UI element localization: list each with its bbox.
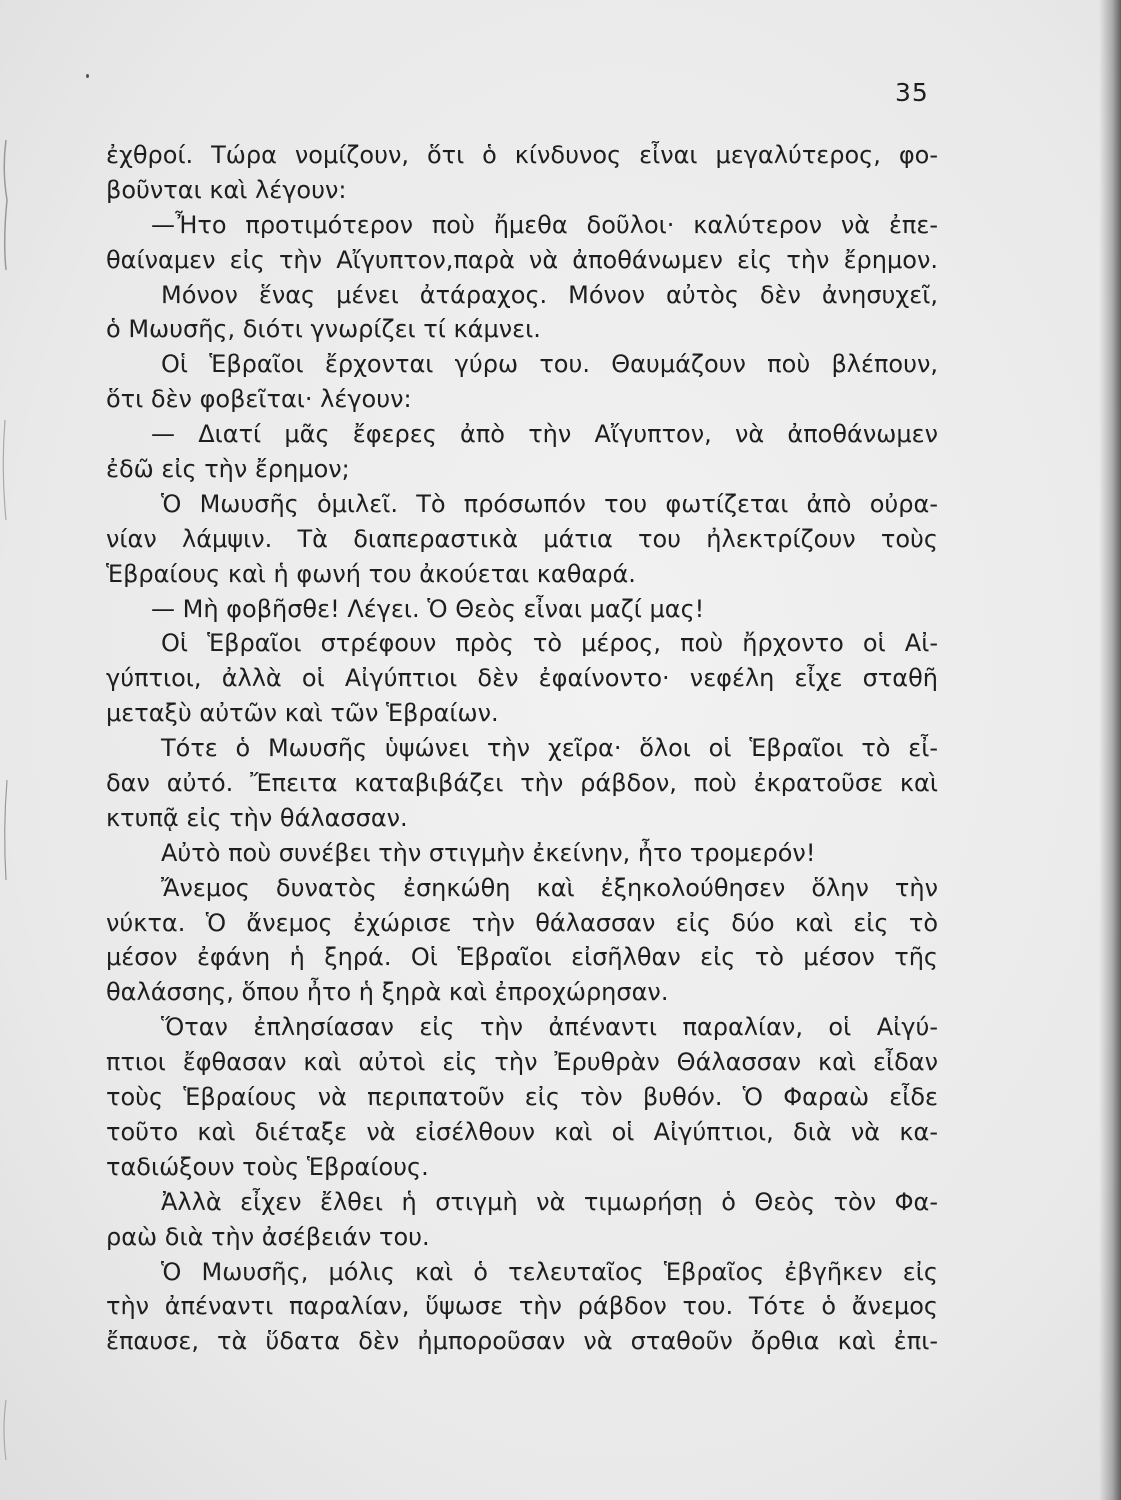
text-line: τοῦτο καὶ διέταξε νὰ εἰσέλθουν καὶ οἱ Αἰγύπτιοι, διὰ νὰ κα- [106, 1117, 938, 1146]
text-line: — Διατί μᾶς ἔφερες ἀπὸ τὴν Αἴγυπτον, νὰ ἀποθάνωμεν [151, 420, 938, 449]
text-line: Ὁ Μωυσῆς, μόλις καὶ ὁ τελευταῖος Ἑβραῖος ἐβγῆκεν εἰς [161, 1257, 938, 1286]
text-line: Οἱ Ἑβραῖοι στρέφουν πρὸς τὸ μέρος, ποὺ ἤρχοντο οἱ Αἰ- [161, 629, 938, 658]
text-line: κτυπᾷ εἰς τὴν θάλασσαν. [106, 803, 408, 832]
text-line: γύπτιοι, ἀλλὰ οἱ Αἰγύπτιοι δὲν ἐφαίνοντο· νεφέλη εἶχε σταθῆ [106, 664, 938, 693]
text-line: δαν αὐτό. Ἔπειτα καταβιβάζει τὴν ράβδον, ποὺ ἐκρατοῦσε καὶ [106, 769, 938, 798]
text-line: τὴν ἀπέναντι παραλίαν, ὕψωσε τὴν ράβδον του. Τότε ὁ ἄνεμος [106, 1292, 938, 1321]
text-line: νίαν λάμψιν. Τὰ διαπεραστικὰ μάτια του ἠλεκτρίζουν τοὺς [106, 524, 938, 553]
left-margin-scan-marks [0, 0, 14, 1500]
text-line: —Ἦτο προτιμότερον ποὺ ἤμεθα δοῦλοι· καλύτερον νὰ ἐπε- [151, 210, 938, 239]
scan-speck [86, 74, 89, 78]
body-text [106, 138, 938, 1359]
text-line: μέσον ἐφάνη ἡ ξηρά. Οἱ Ἑβραῖοι εἰσῆλθαν εἰς τὸ μέσον τῆς [106, 943, 938, 972]
text-line: θαλάσσης, ὅπου ἦτο ἡ ξηρὰ καὶ ἐπροχώρησαν. [106, 978, 669, 1007]
text-line: Ὅταν ἐπλησίασαν εἰς τὴν ἀπέναντι παραλίαν, οἱ Αἰγύ- [161, 1013, 938, 1042]
binding-shadow [1099, 0, 1121, 1500]
text-line: ἐχθροί. Τώρα νομίζουν, ὅτι ὁ κίνδυνος εἶναι μεγαλύτερος, φο- [106, 141, 938, 169]
text-line: πτιοι ἔφθασαν καὶ αὐτοὶ εἰς τὴν Ἐρυθρὰν Θάλασσαν καὶ εἶδαν [106, 1048, 938, 1077]
text-line: Μόνον ἕνας μένει ἀτάραχος. Μόνον αὐτὸς δὲν ἀνησυχεῖ, [161, 280, 938, 309]
text-line: Ἀλλὰ εἶχεν ἔλθει ἡ στιγμὴ νὰ τιμωρήσῃ ὁ Θεὸς τὸν Φα- [161, 1187, 938, 1216]
text-line: μεταξὺ αὐτῶν καὶ τῶν Ἑβραίων. [106, 699, 499, 728]
text-line: νύκτα. Ὁ ἄνεμος ἐχώρισε τὴν θάλασσαν εἰς δύο καὶ εἰς τὸ [106, 908, 938, 937]
text-line: ταδιώξουν τοὺς Ἑβραίους. [106, 1152, 429, 1181]
text-line: Τότε ὁ Μωυσῆς ὑψώνει τὴν χεῖρα· ὅλοι οἱ Ἑβραῖοι τὸ εἶ- [161, 734, 938, 763]
text-line: Ἑβραίους καὶ ἡ φωνή του ἀκούεται καθαρά. [106, 559, 636, 588]
text-line: τοὺς Ἑβραίους νὰ περιπατοῦν εἰς τὸν βυθόν. Ὁ Φαραὼ εἶδε [106, 1083, 938, 1112]
text-line: Αὐτὸ ποὺ συνέβει τὴν στιγμὴν ἐκείνην, ἦτο τρομερόν! [161, 838, 816, 867]
text-line: Ὁ Μωυσῆς ὁμιλεῖ. Τὸ πρόσωπόν του φωτίζεται ἀπὸ οὐρα- [161, 489, 938, 518]
text-line: θαίναμεν εἰς τὴν Αἴγυπτον,παρὰ νὰ ἀποθάνωμεν εἰς τὴν ἔρημον. [106, 245, 938, 274]
text-line: ραὼ διὰ τὴν ἀσέβειάν του. [106, 1222, 430, 1251]
text-line: βοῦνται καὶ λέγουν: [106, 175, 347, 204]
text-line: — Μὴ φοβῆσθε! Λέγει. Ὁ Θεὸς εἶναι μαζί μας! [151, 594, 705, 623]
page-number: 35 [895, 78, 929, 107]
text-line: Οἱ Ἑβραῖοι ἔρχονται γύρω του. Θαυμάζουν ποὺ βλέπουν, [161, 350, 938, 379]
text-line: Ἄνεμος δυνατὸς ἐσηκώθη καὶ ἐξηκολούθησεν ὅλην τὴν [161, 873, 938, 902]
text-line: ἐδῶ εἰς τὴν ἔρημον; [106, 455, 350, 484]
text-line: ἔπαυσε, τὰ ὕδατα δὲν ἠμποροῦσαν νὰ σταθοῦν ὄρθια καὶ ἐπι- [106, 1327, 938, 1356]
text-line: ὁ Μωυσῆς, διότι γνωρίζει τί κάμνει. [106, 315, 541, 344]
text-line: ὅτι δὲν φοβεῖται· λέγουν: [106, 385, 412, 414]
